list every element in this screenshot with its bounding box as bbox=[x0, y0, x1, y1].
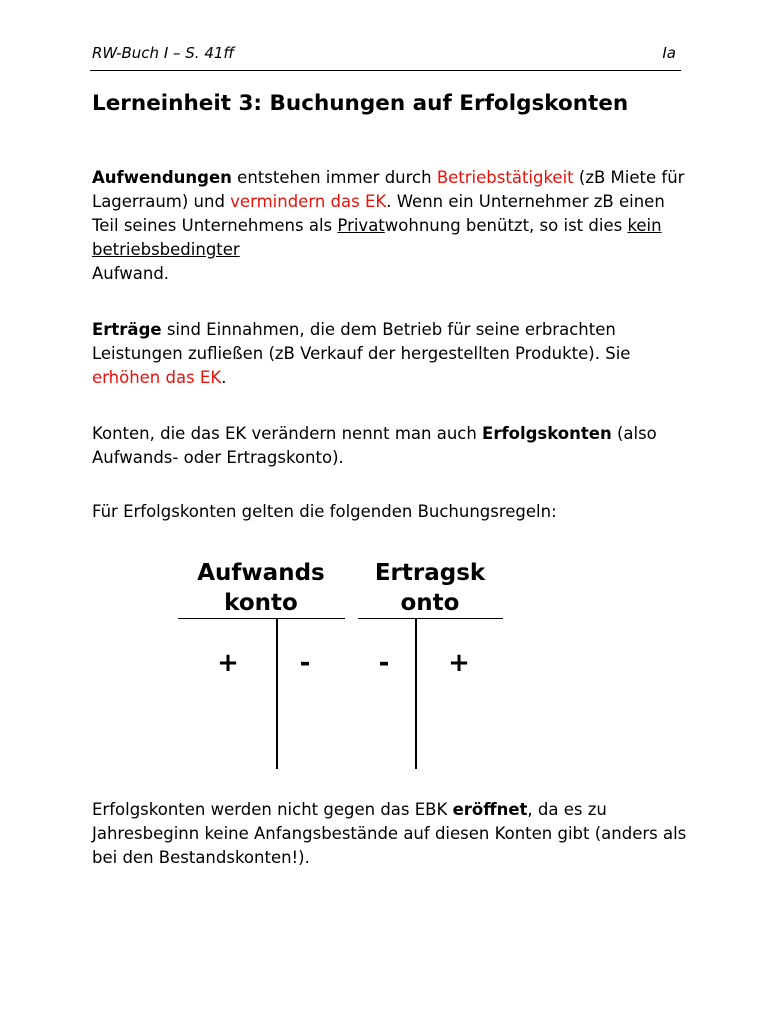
taccount-ertrag-debit-sign: - bbox=[378, 648, 390, 678]
paragraph-erfolgskonten: Konten, die das EK verändern nennt man auch Erfolgskonten (also Aufwands- oder Ertragskonto). bbox=[92, 424, 657, 467]
header-section-label: Ia bbox=[662, 44, 676, 62]
term-erfolgskonten: Erfolgskonten bbox=[482, 424, 612, 443]
underlined-kein-betriebsbedingter: kein betriebsbedingter bbox=[92, 216, 662, 259]
taccount-ertrag-center-line bbox=[415, 619, 417, 769]
header-source-reference: RW-Buch I – S. 41ff bbox=[92, 44, 235, 62]
taccount-aufwand-credit-sign: - bbox=[299, 648, 311, 678]
highlight-betriebstaetigkeit: Betriebstätigkeit bbox=[436, 168, 574, 187]
page-title: Lerneinheit 3: Buchungen auf Erfolgskonten bbox=[92, 91, 629, 116]
taccount-ertrag-title: Ertragsk onto bbox=[374, 560, 486, 616]
highlight-erhoehen-ek: erhöhen das EK bbox=[92, 368, 222, 387]
paragraph-eroeffnung: Erfolgskonten werden nicht gegen das EBK eröffnet, da es zu Jahresbeginn keine Anfangsbestände auf diesen Konten gibt (anders als bei den Bestandskonten!). bbox=[92, 800, 687, 867]
taccount-ertrag-top-line bbox=[358, 618, 503, 619]
paragraph-ertraege: Erträge sind Einnahmen, die dem Betrieb für seine erbrachten Leistungen zufließen (zB Verkauf der hergestellten Produkte). Sie erhöhen das EK. bbox=[92, 320, 631, 387]
taccount-aufwand-center-line bbox=[276, 619, 278, 769]
header-divider bbox=[90, 70, 681, 71]
taccount-aufwand-top-line bbox=[178, 618, 345, 619]
taccount-ertrag-credit-sign: + bbox=[448, 648, 470, 678]
taccount-aufwand-title: Aufwands konto bbox=[197, 560, 325, 616]
taccount-aufwand-debit-sign: + bbox=[217, 648, 239, 678]
paragraph-aufwendungen: Aufwendungen entstehen immer durch Betriebstätigkeit (zB Miete für Lagerraum) und vermindern das EK. Wenn ein Unternehmer zB einen Teil seines Unternehmens als Privatwohnung benützt, so ist dies kein betriebsbedingter Aufwand. bbox=[92, 168, 685, 283]
term-ertraege: Erträge bbox=[92, 320, 162, 339]
highlight-vermindern-ek: vermindern das EK bbox=[230, 192, 387, 211]
paragraph-buchungsregeln-intro: Für Erfolgskonten gelten die folgenden Buchungsregeln: bbox=[92, 502, 557, 521]
term-aufwendungen: Aufwendungen bbox=[92, 168, 232, 187]
term-eroeffnet: eröffnet bbox=[452, 800, 528, 819]
underlined-privat: Privat bbox=[337, 216, 385, 235]
